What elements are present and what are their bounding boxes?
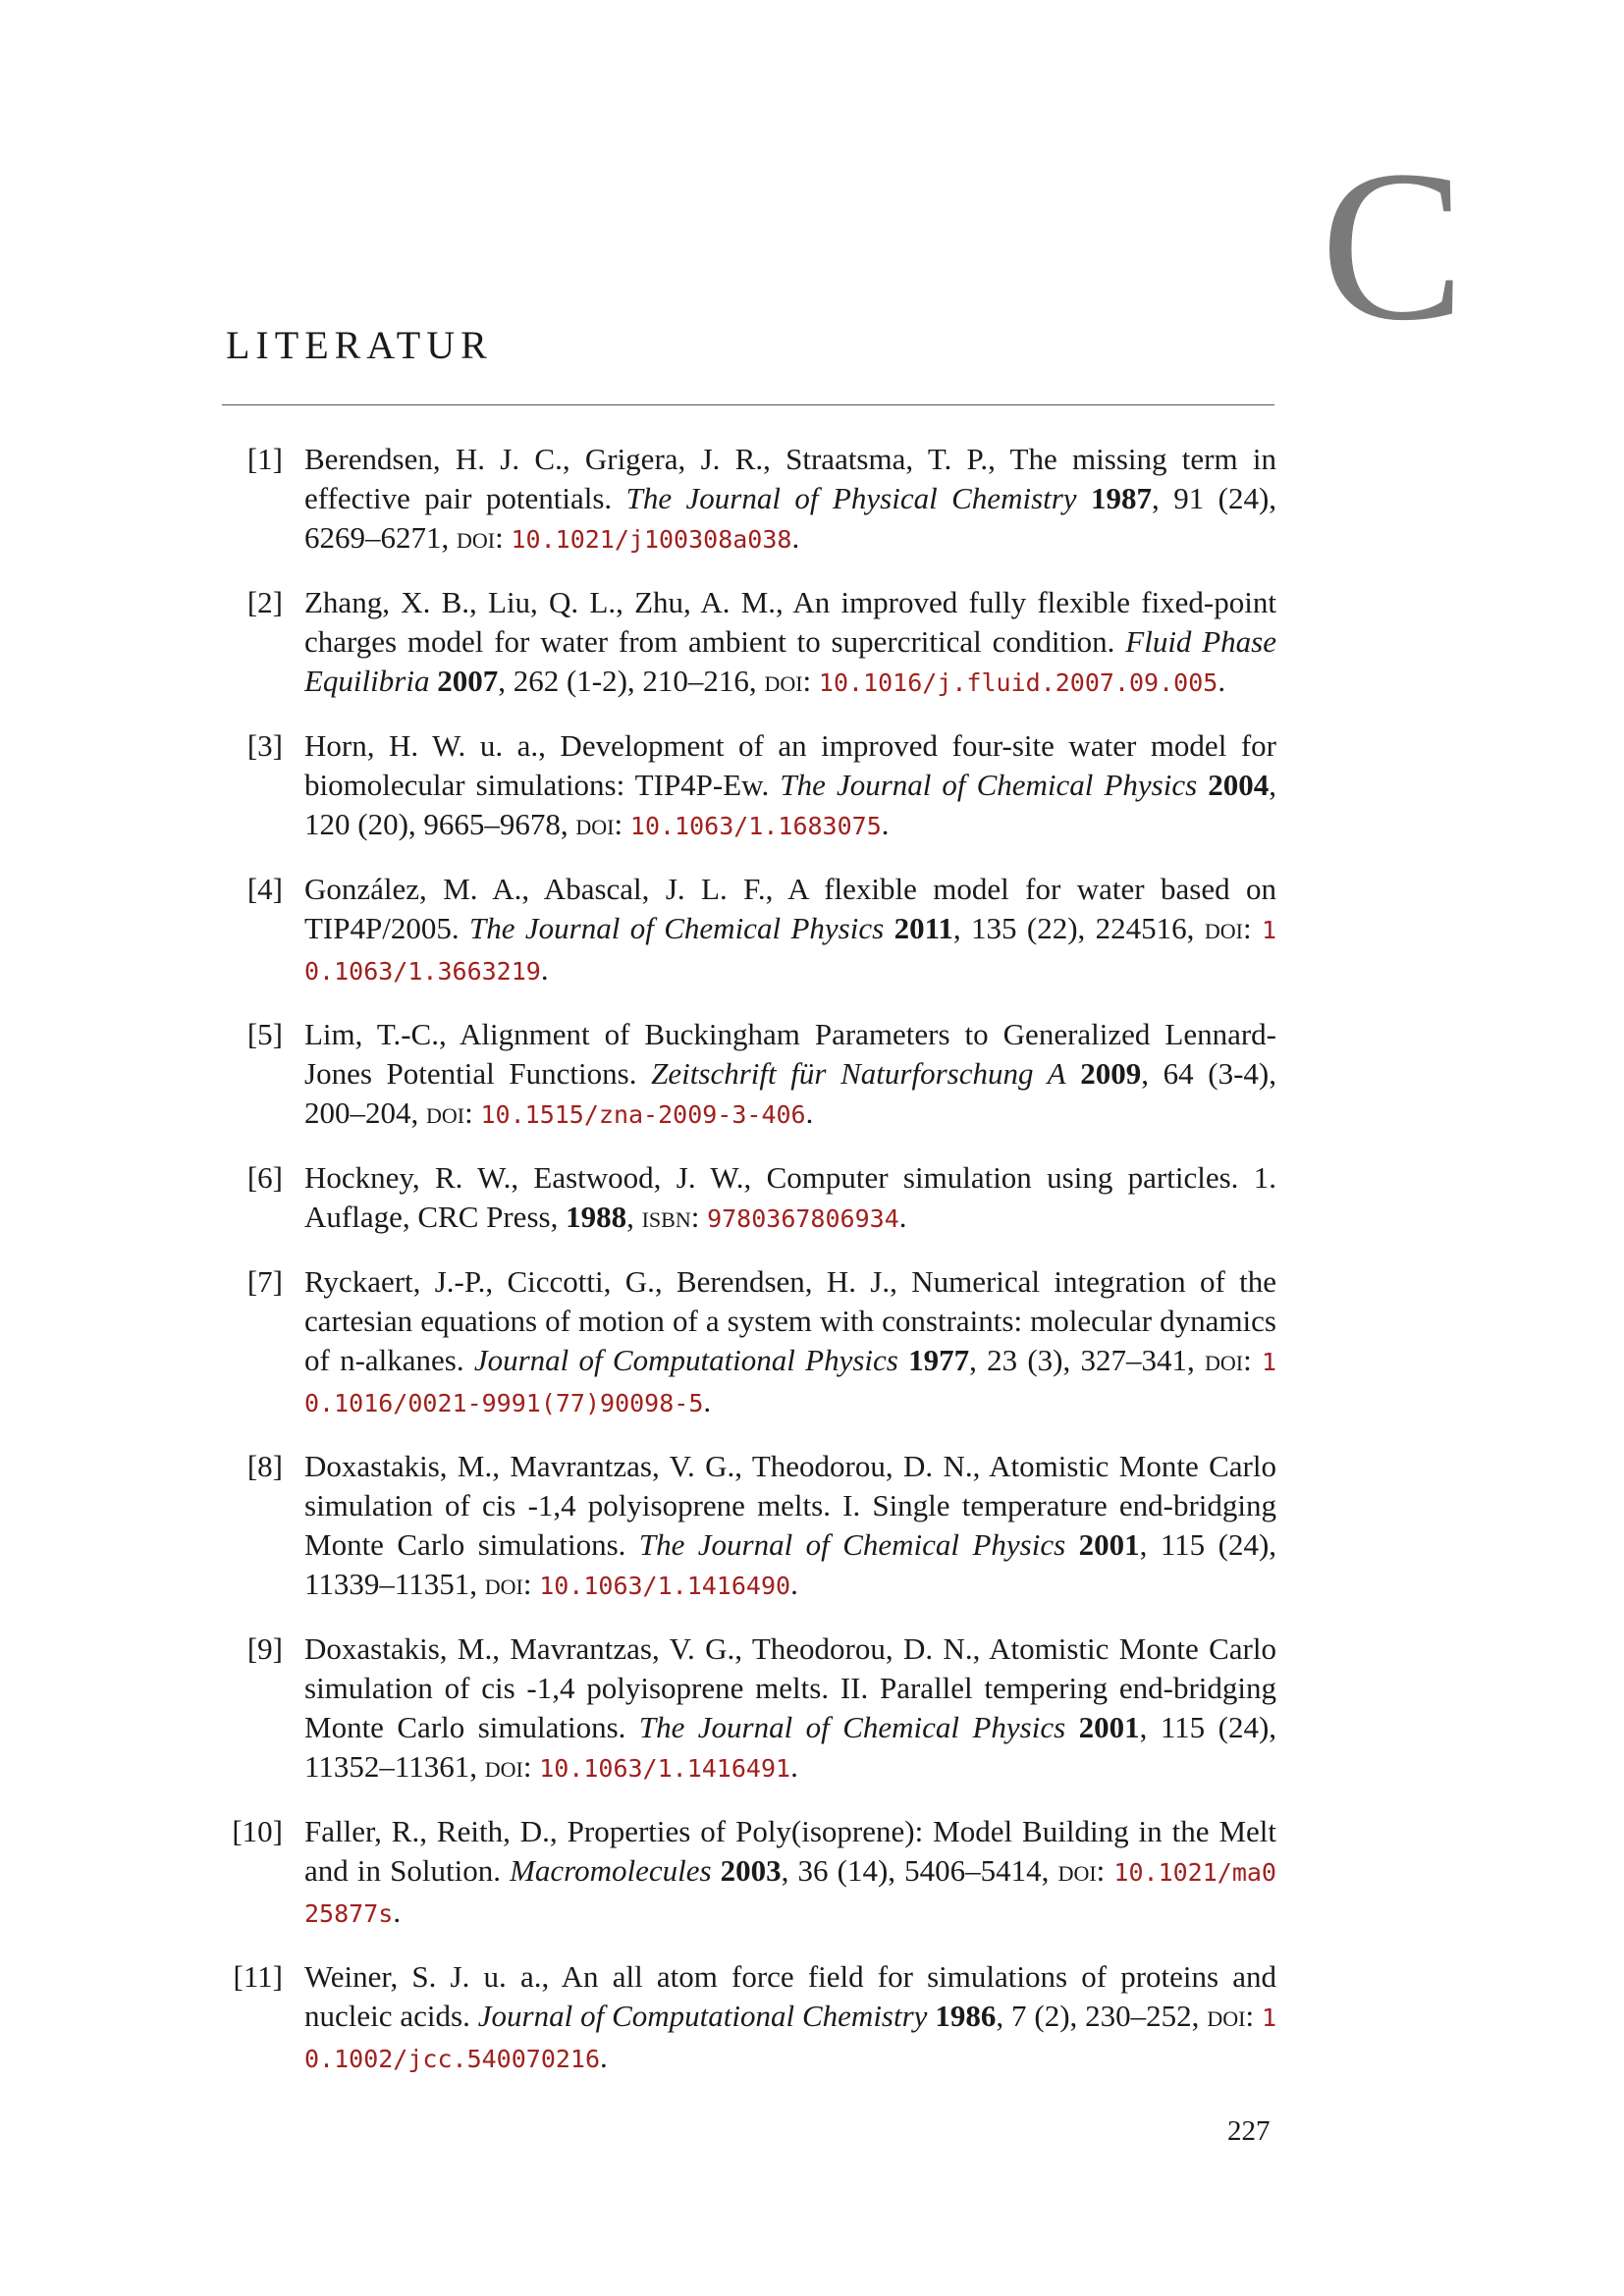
reference-link[interactable]: 10.1063/1.1416491 (539, 1754, 791, 1783)
reference-authors-title: Faller, R., Reith, D., Properties of Poly(isoprene): Model Building in the Melt and in Solution. (304, 1814, 1276, 1888)
reference-authors-title: Doxastakis, M., Mavrantzas, V. G., Theodorou, D. N., Atomistic Monte Carlo simulation of cis -1,4 polyisoprene melts. I. Single temperature end-bridging Monte Carlo simulations. (304, 1449, 1276, 1562)
reference-id-type: doi (426, 1095, 465, 1130)
reference-entry (206, 1447, 1276, 1606)
reference-authors-title: González, M. A., Abascal, J. L. F., A flexible model for water based on TIP4P/2005. (304, 872, 1276, 945)
reference-entry (206, 870, 1276, 991)
reference-details: , 115 (24), 11339–11351, (304, 1527, 1277, 1601)
reference-details: , 64 (3-4), 200–204, (304, 1056, 1277, 1130)
reference-year: 1988 (566, 1200, 627, 1234)
reference-entry (206, 1015, 1276, 1135)
reference-entry (206, 583, 1276, 703)
reference-details: , 91 (24), 6269–6271, (304, 481, 1277, 555)
reference-authors-title: Zhang, X. B., Liu, Q. L., Zhu, A. M., An improved fully flexible fixed-point charges model for water from ambient to supercritical condition. (304, 585, 1276, 659)
reference-number: [7] (246, 1264, 283, 1299)
reference-authors-title: Hockney, R. W., Eastwood, J. W., Computer simulation using particles. 1. Auflage, CRC Press, (304, 1160, 1276, 1234)
reference-text: Doxastakis, M., Mavrantzas, V. G., Theodorou, D. N., Atomistic Monte Carlo simulation of cis -1,4 polyisoprene melts. I. Single temperature end-bridging Monte Carlo simulations. The Journal of Chemical Physics 2001, 115 (24), 11339–11351, doi: 10.1063/1.1416490. (304, 1449, 1277, 1601)
reference-year: 1987 (1091, 481, 1153, 515)
reference-details: , 115 (24), 11352–11361, (304, 1710, 1277, 1784)
reference-text: Lim, T.-C., Alignment of Buckingham Parameters to Generalized Lennard-Jones Potential Functions. Zeitschrift für Naturforschung A 2009, 64 (3-4), 200–204, doi: 10.1515/zna-2009-3-406. (304, 1017, 1277, 1130)
reference-details: , (626, 1200, 634, 1234)
reference-authors-title: Horn, H. W. u. a., Development of an improved four-site water model for biomolecular simulations: TIP4P-Ew. (304, 728, 1276, 802)
reference-authors-title: Lim, T.-C., Alignment of Buckingham Parameters to Generalized Lennard-Jones Potential Functions. (304, 1017, 1276, 1091)
reference-link[interactable]: 10.1515/zna-2009-3-406 (480, 1100, 806, 1129)
reference-id-type: doi (1207, 1999, 1246, 2033)
reference-text: Faller, R., Reith, D., Properties of Poly(isoprene): Model Building in the Melt and in Solution. Macromolecules 2003, 36 (14), 5406–5414, doi: 10.1021/ma025877s. (304, 1814, 1276, 1929)
reference-text: Zhang, X. B., Liu, Q. L., Zhu, A. M., An improved fully flexible fixed-point charges model for water from ambient to supercritical condition. Fluid Phase Equilibria 2007, 262 (1-2), 210–216, doi: 10.1016/j.fluid.2007.09.005. (304, 585, 1277, 698)
reference-text: Berendsen, H. J. C., Grigera, J. R., Straatsma, T. P., The missing term in effective pair potentials. The Journal of Physical Chemistry 1987, 91 (24), 6269–6271, doi: 10.1021/j100308a038. (304, 442, 1277, 555)
reference-text: González, M. A., Abascal, J. L. F., A flexible model for water based on TIP4P/2005. The Journal of Chemical Physics 2011, 135 (22), 224516, doi: 10.1063/1.3663219. (304, 872, 1277, 987)
reference-number: [6] (246, 1160, 283, 1195)
reference-details: , 135 (22), 224516, (952, 911, 1195, 945)
reference-journal: Journal of Computational Physics (473, 1343, 898, 1377)
reference-id-type: doi (764, 664, 803, 698)
reference-id-type: doi (484, 1749, 523, 1784)
reference-year: 2007 (437, 664, 499, 698)
reference-number: [1] (246, 442, 283, 476)
reference-text: Doxastakis, M., Mavrantzas, V. G., Theodorou, D. N., Atomistic Monte Carlo simulation of cis -1,4 polyisoprene melts. II. Parallel tempering end-bridging Monte Carlo simulations. The Journal of Chemical Physics 2001, 115 (24), 11352–11361, doi: 10.1063/1.1416491. (304, 1631, 1277, 1784)
reference-entry (206, 1812, 1276, 1934)
page-title: LITERATUR (226, 323, 493, 367)
reference-id-type: doi (1205, 1343, 1244, 1377)
reference-number: [2] (246, 585, 283, 619)
reference-link[interactable]: 10.1002/jcc.540070216 (304, 2003, 1277, 2073)
reference-year: 1986 (935, 1999, 997, 2033)
reference-authors-title: Berendsen, H. J. C., Grigera, J. R., Straatsma, T. P., The missing term in effective pair potentials. (304, 442, 1276, 515)
reference-journal: The Journal of Chemical Physics (469, 911, 885, 945)
reference-year: 2003 (720, 1853, 782, 1888)
reference-link[interactable]: 10.1063/1.1683075 (629, 812, 882, 840)
reference-journal: Macromolecules (510, 1853, 712, 1888)
page-number: 227 (1227, 2115, 1271, 2147)
reference-year: 2001 (1078, 1527, 1140, 1562)
reference-year: 2009 (1080, 1056, 1142, 1091)
reference-entry (206, 1158, 1276, 1239)
reference-number: [3] (246, 728, 283, 763)
reference-link[interactable]: 10.1021/j100308a038 (511, 525, 792, 554)
reference-list (206, 440, 1276, 2103)
reference-link[interactable]: 10.1016/0021-9991(77)90098-5 (304, 1348, 1277, 1417)
chapter-letter: C (1321, 126, 1465, 365)
reference-journal: Fluid Phase Equilibria (304, 624, 1277, 698)
reference-authors-title: Doxastakis, M., Mavrantzas, V. G., Theodorou, D. N., Atomistic Monte Carlo simulation of cis -1,4 polyisoprene melts. II. Parallel tempering end-bridging Monte Carlo simulations. (304, 1631, 1276, 1744)
reference-number: [11] (233, 1959, 283, 1994)
reference-link[interactable]: 9780367806934 (707, 1204, 899, 1233)
reference-details: , 7 (2), 230–252, (996, 1999, 1200, 2033)
reference-text: Ryckaert, J.-P., Ciccotti, G., Berendsen, H. J., Numerical integration of the cartesian equations of motion of a system with constraints: molecular dynamics of n-alkanes. Journal of Computational Physics 1977, 23 (3), 327–341, doi: 10.1016/0021-9991(77)90098-5. (304, 1264, 1277, 1418)
reference-journal: The Journal of Chemical Physics (780, 768, 1198, 802)
reference-year: 1977 (908, 1343, 970, 1377)
reference-number: [9] (246, 1631, 283, 1666)
reference-journal: The Journal of Chemical Physics (638, 1710, 1066, 1744)
reference-year: 2004 (1208, 768, 1270, 802)
heading-rule (222, 404, 1274, 405)
reference-authors-title: Weiner, S. J. u. a., An all atom force field for simulations of proteins and nucleic acids. (304, 1959, 1276, 2033)
reference-details: , 23 (3), 327–341, (969, 1343, 1195, 1377)
reference-link[interactable]: 10.1063/1.1416490 (539, 1572, 791, 1600)
reference-journal: Journal of Computational Chemistry (477, 1999, 928, 2033)
reference-id-type: doi (457, 520, 496, 555)
reference-authors-title: Ryckaert, J.-P., Ciccotti, G., Berendsen, H. J., Numerical integration of the cartesian equations of motion of a system with constraints: molecular dynamics of n-alkanes. (304, 1264, 1276, 1377)
reference-id-type: doi (575, 807, 615, 841)
reference-entry (206, 1262, 1276, 1423)
reference-number: [10] (232, 1814, 283, 1848)
reference-id-type: isbn (641, 1200, 691, 1234)
reference-link[interactable]: 10.1021/ma025877s (304, 1858, 1276, 1928)
reference-journal: The Journal of Chemical Physics (638, 1527, 1066, 1562)
reference-entry (206, 440, 1276, 560)
reference-number: [4] (246, 872, 283, 906)
reference-entry (206, 726, 1276, 846)
reference-details: , 36 (14), 5406–5414, (781, 1853, 1050, 1888)
reference-number: [8] (246, 1449, 283, 1483)
reference-year: 2001 (1078, 1710, 1140, 1744)
reference-journal: Zeitschrift für Naturforschung A (651, 1056, 1066, 1091)
reference-number: [5] (246, 1017, 283, 1051)
reference-id-type: doi (1204, 911, 1243, 945)
reference-text: Weiner, S. J. u. a., An all atom force field for simulations of proteins and nucleic acids. Journal of Computational Chemistry 1986, 7 (2), 230–252, doi: 10.1002/jcc.540070216. (304, 1959, 1277, 2074)
reference-entry (206, 1957, 1276, 2079)
reference-details: , 120 (20), 9665–9678, (304, 768, 1276, 841)
reference-id-type: doi (1057, 1853, 1097, 1888)
reference-journal: The Journal of Physical Chemistry (625, 481, 1077, 515)
reference-link[interactable]: 10.1063/1.3663219 (304, 916, 1277, 986)
reference-year: 2011 (893, 911, 953, 945)
reference-id-type: doi (484, 1567, 523, 1601)
reference-text: Hockney, R. W., Eastwood, J. W., Computer simulation using particles. 1. Auflage, CRC Press, 1988, isbn: 9780367806934. (304, 1160, 1276, 1234)
reference-link[interactable]: 10.1016/j.fluid.2007.09.005 (818, 668, 1218, 697)
reference-details: , 262 (1-2), 210–216, (498, 664, 757, 698)
reference-text: Horn, H. W. u. a., Development of an improved four-site water model for biomolecular simulations: TIP4P-Ew. The Journal of Chemical Physics 2004, 120 (20), 9665–9678, doi: 10.1063/1.1683075. (304, 728, 1276, 841)
reference-entry (206, 1629, 1276, 1789)
